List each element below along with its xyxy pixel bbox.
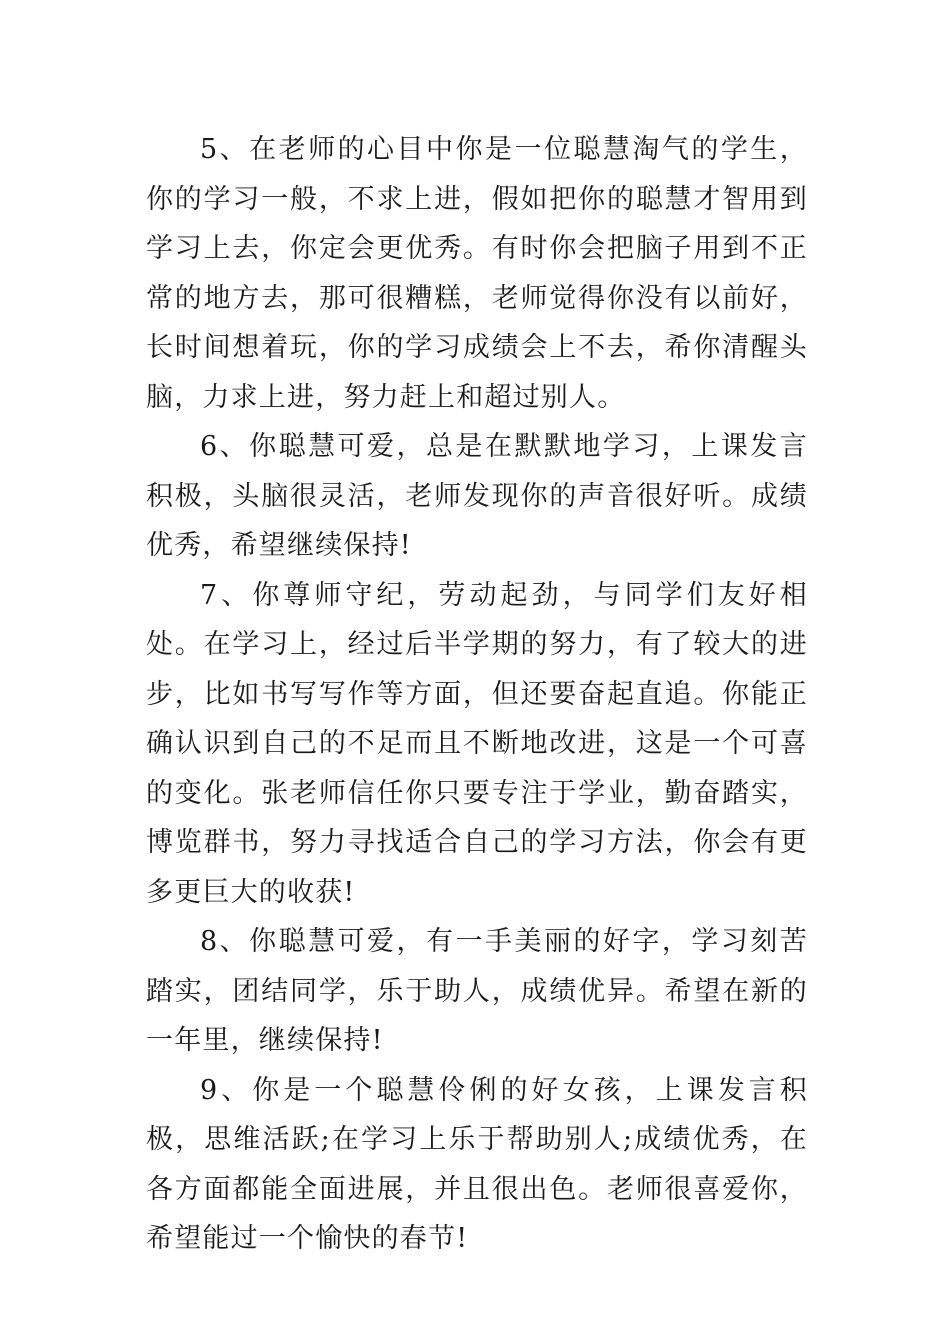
comment-paragraph-7: 7、你尊师守纪，劳动起劲，与同学们友好相处。在学习上，经过后半学期的努力，有了较大的进步，比如书写写作等方面，但还要奋起直追。你能正确认识到自己的不足而且不断地改进，这是一个可喜的变化。张老师信任你只要专注于学业，勤奋踏实，博览群书，努力寻找适合自己的学习方法，你会有更多更巨大的收获! xyxy=(146,579,808,908)
document-body xyxy=(146,125,808,1264)
comment-paragraph-6: 6、你聪慧可爱，总是在默默地学习，上课发言积极，头脑很灵活，老师发现你的声音很好听。成绩优秀，希望继续保持! xyxy=(146,431,808,561)
comment-paragraph-5: 5、在老师的心目中你是一位聪慧淘气的学生，你的学习一般，不求上进，假如把你的聪慧才智用到学习上去，你定会更优秀。有时你会把脑子用到不正常的地方去，那可很糟糕，老师觉得你没有以前好，长时间想着玩，你的学习成绩会上不去，希你清醒头脑，力求上进，努力赶上和超过别人。 xyxy=(146,134,808,413)
comment-paragraph-9: 9、你是一个聪慧伶俐的好女孩，上课发言积极，思维活跃;在学习上乐于帮助别人;成绩优秀，在各方面都能全面进展，并且很出色。老师很喜爱你，希望能过一个愉快的春节! xyxy=(146,1074,808,1254)
comment-paragraph-8: 8、你聪慧可爱，有一手美丽的好字，学习刻苦踏实，团结同学，乐于助人，成绩优异。希望在新的一年里，继续保持! xyxy=(146,926,808,1056)
